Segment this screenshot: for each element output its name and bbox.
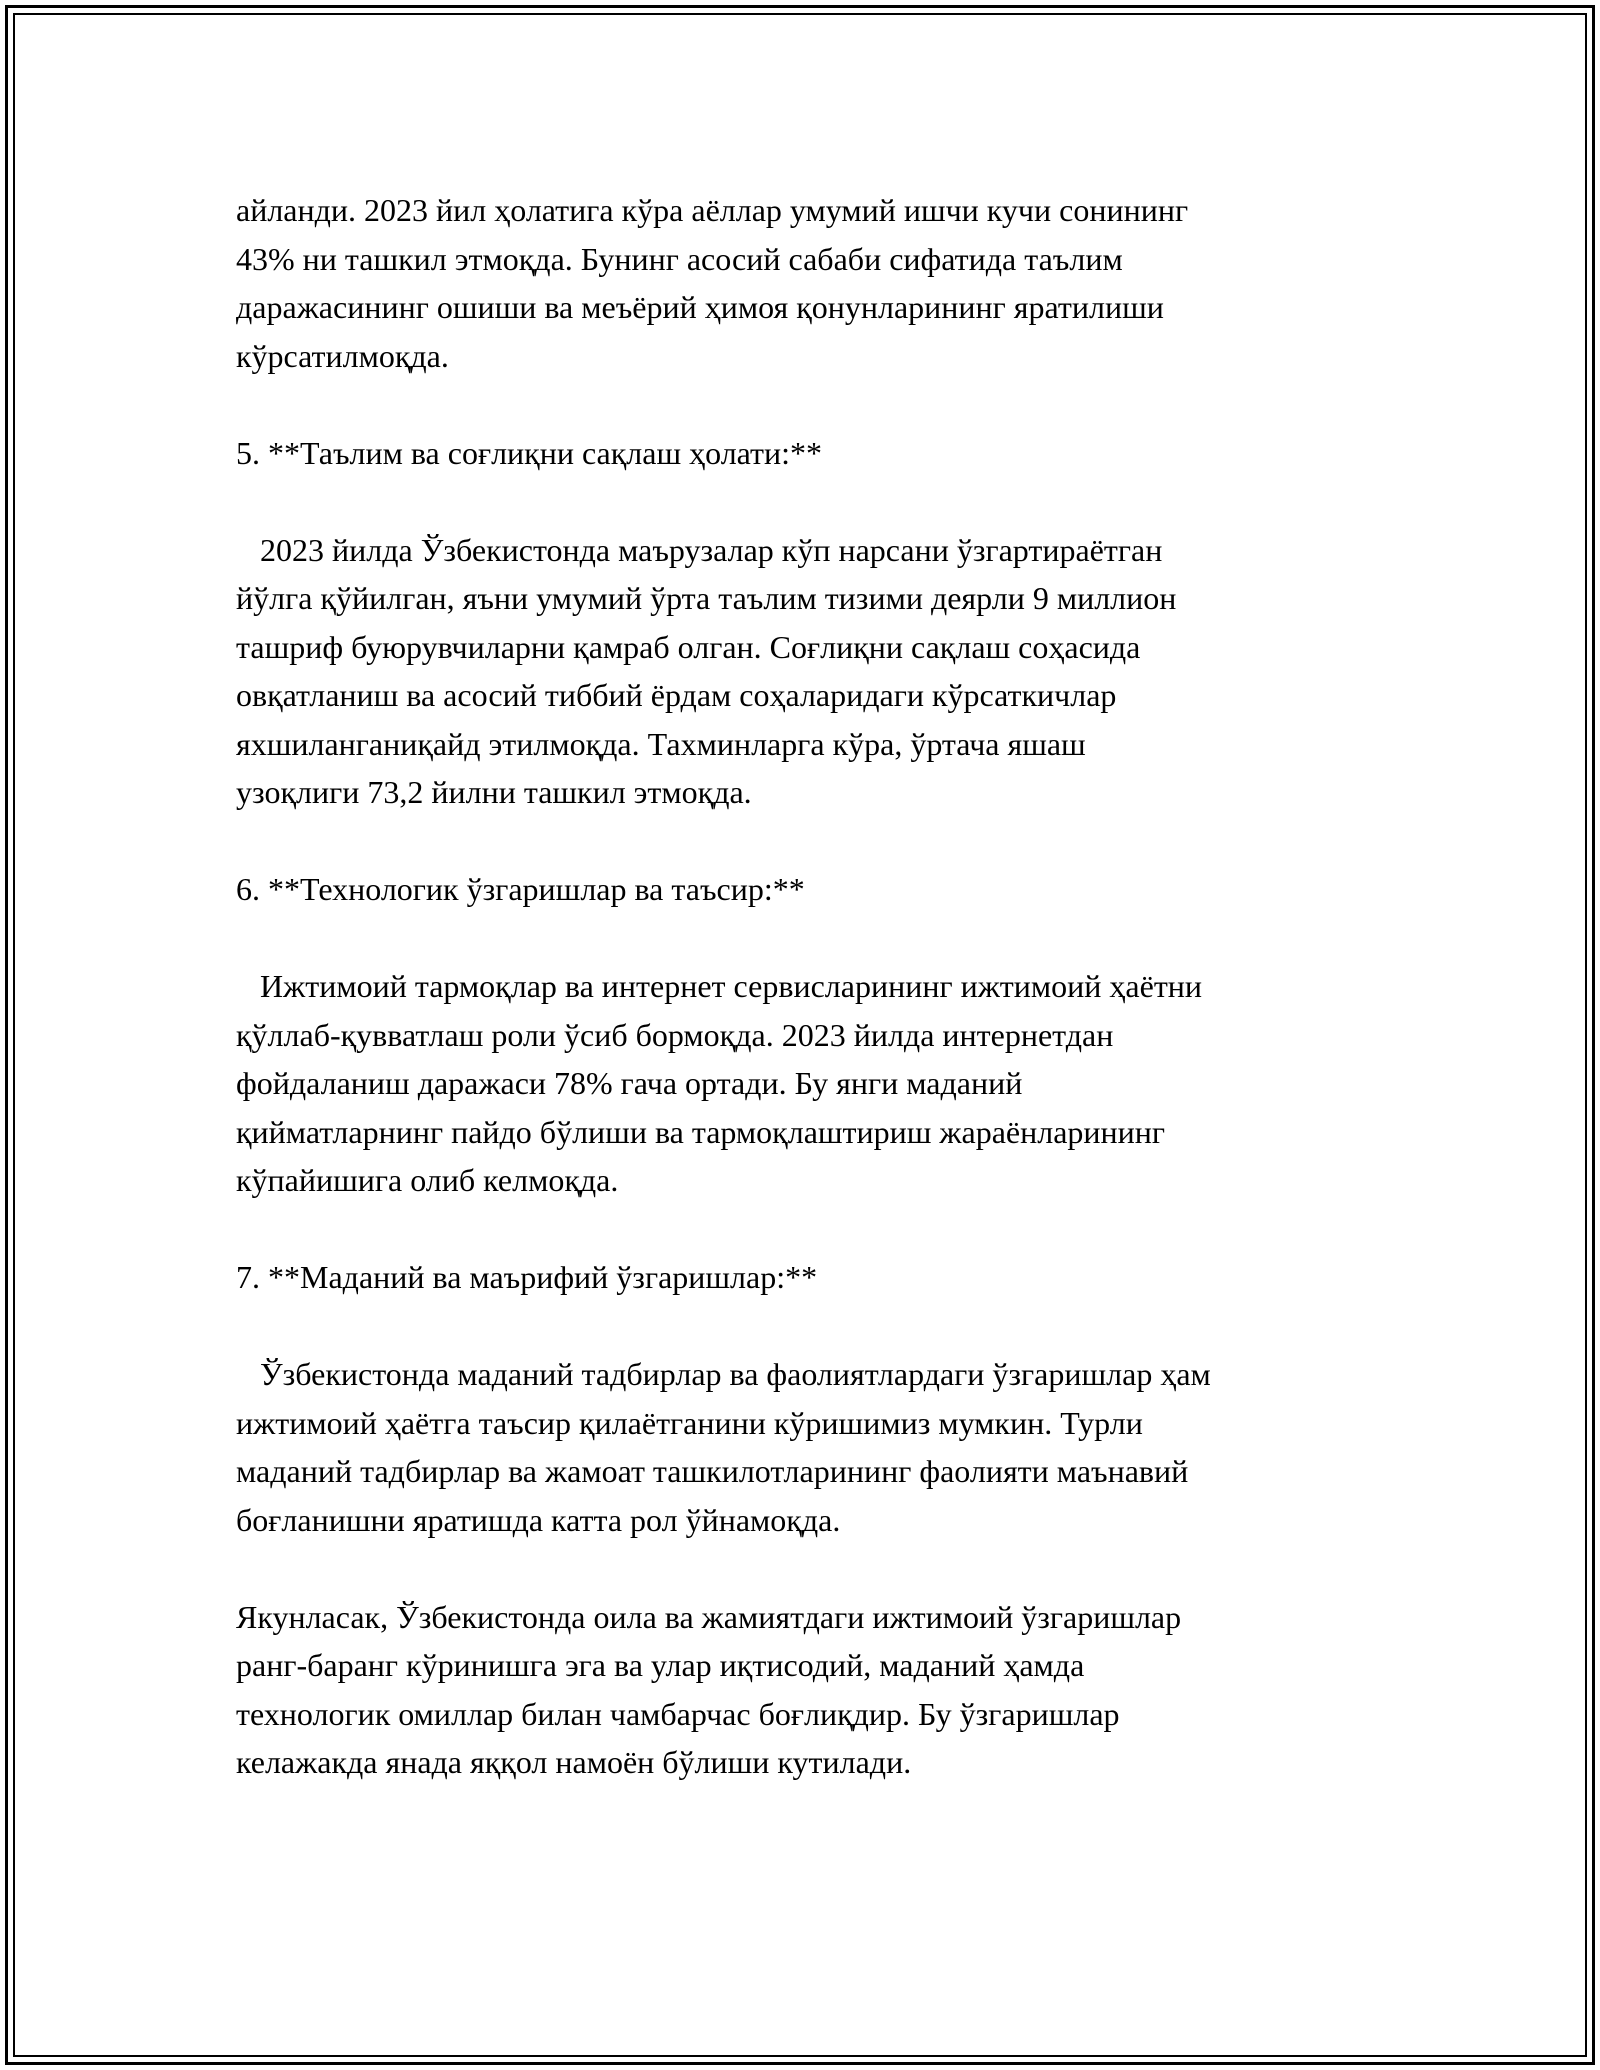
section-heading: 7. **Маданий ва маърифий ўзгаришлар:**: [236, 1259, 818, 1295]
paragraph-technology: [236, 962, 1366, 1205]
document-body: [236, 186, 1366, 1787]
text-line: ижтимоий ҳаётга таъсир қилаётганини кўришимиз мумкин. Турли: [236, 1404, 1143, 1441]
text-line: айланди. 2023 йил ҳолатига кўра аёллар умумий ишчи кучи сонининг: [236, 192, 1189, 228]
paragraph-education-health: [236, 526, 1366, 817]
paragraph-spacer: [236, 1302, 1366, 1351]
text-line: ранг-баранг кўринишга эга ва улар иқтисодий, маданий ҳамда: [236, 1647, 1085, 1683]
text-line: 2023 йилда Ўзбекистонда маърузалар кўп нарсани ўзгартираётган: [236, 531, 1163, 568]
text-line: Якунласак, Ўзбекистонда оила ва жамиятдаги ижтимоий ўзгаришлар: [236, 1598, 1182, 1635]
text-line: ташриф буюрувчиларни қамраб олган. Соғлиқни сақлаш соҳасида: [236, 628, 1141, 665]
section-heading: 5. **Таълим ва соғлиқни сақлаш ҳолати:**: [236, 434, 823, 471]
text-line: Ўзбекистонда маданий тадбирлар ва фаолиятлардаги ўзгаришлар ҳам: [236, 1356, 1211, 1392]
paragraph-spacer: [236, 477, 1366, 526]
paragraph-spacer: [236, 817, 1366, 866]
text-line: узоқлиги 73,2 йилни ташкил этмоқда.: [236, 774, 752, 810]
text-line: фойдаланиш даражаси 78% гача ортади. Бу янги маданий: [236, 1065, 1023, 1101]
text-line: овқатланиш ва асосий тиббий ёрдам соҳаларидаги кўрсаткичлар: [236, 677, 1117, 713]
section-heading: 6. **Технологик ўзгаришлар ва таъсир:**: [236, 871, 805, 907]
heading-education-health: [236, 429, 1366, 478]
conclusion-paragraph: [236, 1593, 1366, 1787]
text-line: қийматларнинг пайдо бўлиши ва тармоқлаштириш жараёнларининг: [236, 1113, 1166, 1150]
text-line: йўлга қўйилган, яъни умумий ўрта таълим тизими деярли 9 миллион: [236, 580, 1177, 616]
text-line: яхшиланганиқайд этилмоқда. Тахминларга кўра, ўртача яшаш: [236, 725, 1086, 762]
paragraph-spacer: [236, 1205, 1366, 1254]
text-line: даражасининг ошиши ва меъёрий ҳимоя қонунларининг яратилиши: [236, 289, 1164, 325]
heading-culture: [236, 1253, 1366, 1302]
text-line: қўллаб-қувватлаш роли ўсиб бормоқда. 2023 йилда интернетдан: [236, 1016, 1114, 1053]
text-line: боғланишни яратишда катта рол ўйнамоқда.: [236, 1501, 841, 1538]
paragraph-culture: [236, 1350, 1366, 1544]
text-line: технологик омиллар билан чамбарчас боғлиқдир. Бу ўзгаришлар: [236, 1695, 1120, 1732]
paragraph-spacer: [236, 914, 1366, 963]
paragraph-spacer: [236, 380, 1366, 429]
text-line: келажакда янада яққол намоён бўлиши кутилади.: [236, 1744, 912, 1780]
intro-paragraph: [236, 186, 1366, 380]
text-line: Ижтимоий тармоқлар ва интернет сервисларининг ижтимоий ҳаётни: [236, 968, 1203, 1004]
text-line: маданий тадбирлар ва жамоат ташкилотларининг фаолияти маънавий: [236, 1453, 1189, 1489]
heading-technology: [236, 865, 1366, 914]
text-line: кўпайишига олиб келмоқда.: [236, 1162, 619, 1198]
text-line: кўрсатилмоқда.: [236, 337, 449, 374]
paragraph-spacer: [236, 1544, 1366, 1593]
text-line: 43% ни ташкил этмоқда. Бунинг асосий сабаби сифатида таълим: [236, 240, 1123, 277]
